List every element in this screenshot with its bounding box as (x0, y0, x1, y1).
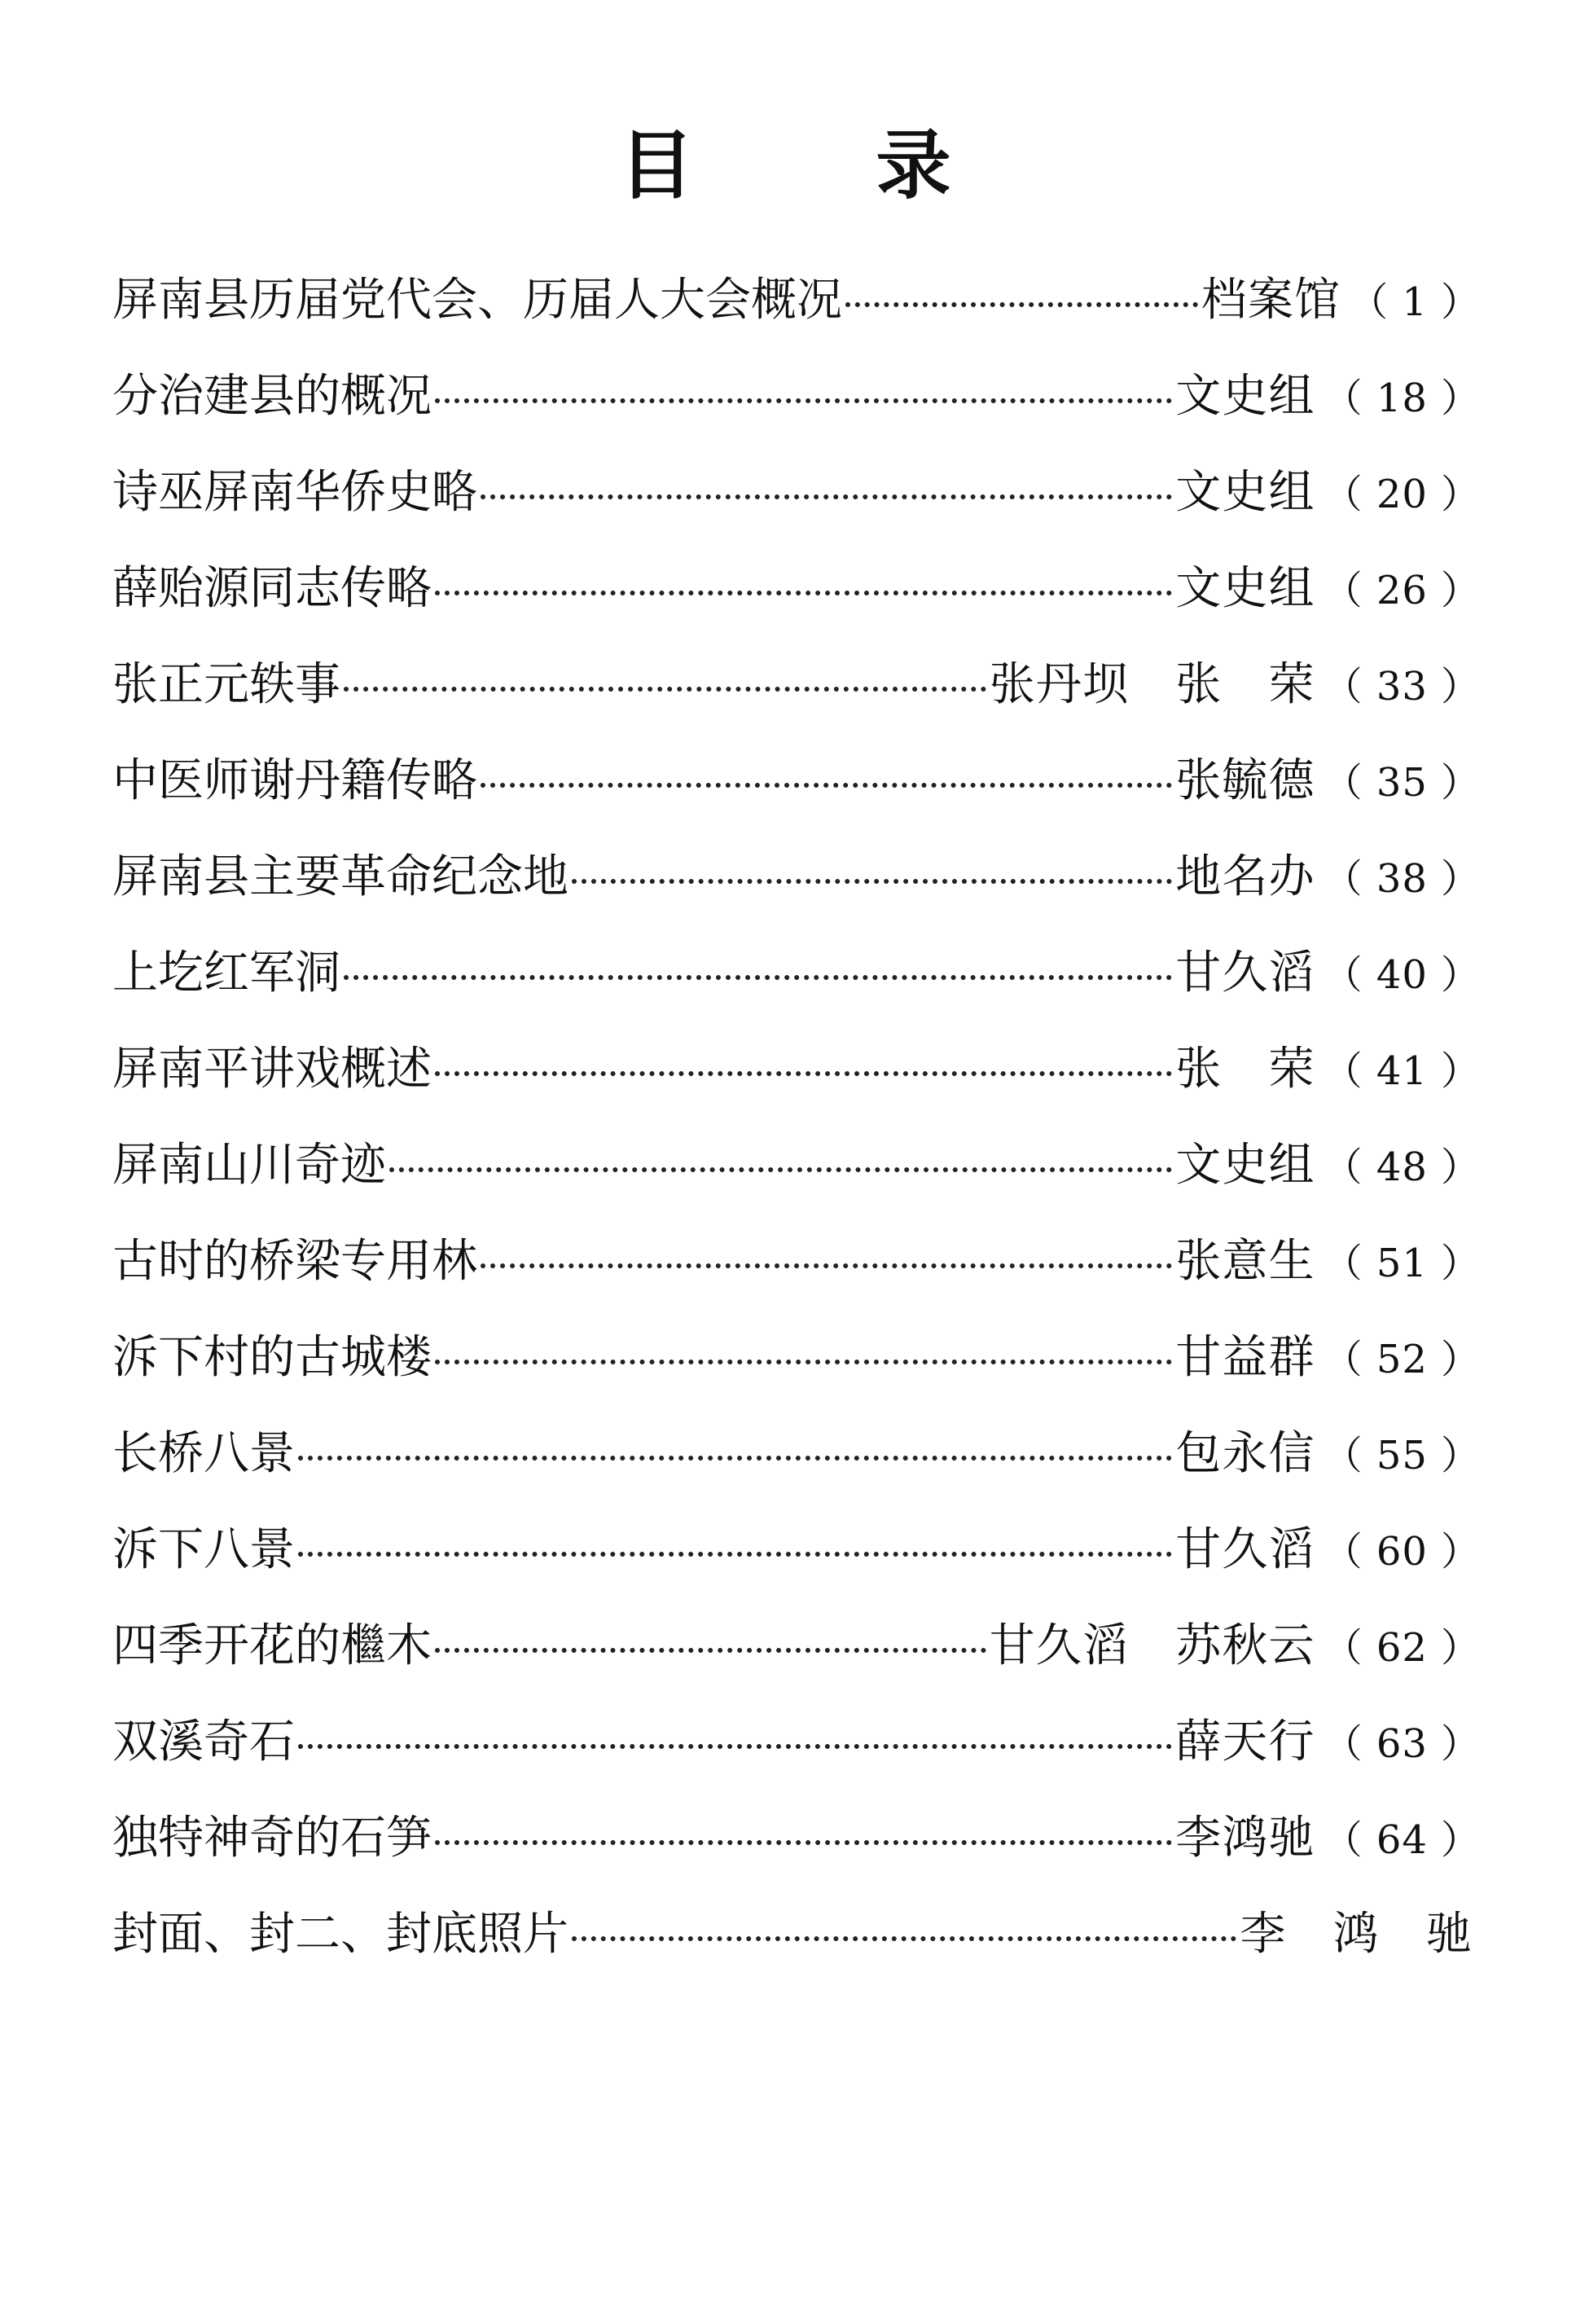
dot-leader (435, 591, 1172, 595)
toc-entry-author: 张毓德 (1175, 754, 1315, 807)
dot-leader (389, 1167, 1172, 1172)
toc-entry (112, 1502, 1481, 1598)
toc-entry-title: 薛贻源同志传略 (112, 562, 432, 615)
toc-entry-page: （ 48 ） (1323, 1144, 1481, 1190)
toc-entry-author: 张意生 (1175, 1235, 1315, 1288)
toc-entry-title: 屏南平讲戏概述 (112, 1043, 432, 1096)
page-title-char-1: 目 (619, 121, 700, 209)
toc-entry-author: 包永信 (1175, 1427, 1315, 1480)
toc-entry (112, 1118, 1481, 1214)
dot-leader (435, 1071, 1172, 1076)
toc-entry-title: 屏南县主要革命纪念地 (112, 850, 569, 903)
toc-entry-page: （ 35 ） (1323, 760, 1481, 806)
toc-entry-title: 四季开花的檵木 (112, 1619, 432, 1672)
dot-leader (435, 1360, 1172, 1364)
toc-entry (112, 1887, 1481, 1983)
toc-entry-title: 独特神奇的石笋 (112, 1812, 432, 1865)
toc-entry-page: （ 41 ） (1323, 1048, 1481, 1094)
toc-entry-title: 张正元轶事 (112, 658, 340, 711)
toc-entry-page: （ 33 ） (1323, 664, 1481, 710)
toc-entry-page: （ 62 ） (1323, 1625, 1481, 1671)
toc-entry-title: 屏南山川奇迹 (112, 1139, 386, 1192)
toc-entry-author: 文史组 (1175, 370, 1315, 423)
toc-entry-page: （ 38 ） (1323, 856, 1481, 902)
dot-leader (572, 1936, 1236, 1941)
toc-entry-author: 甘久滔 (1175, 947, 1315, 999)
toc-entry-title: 长桥八景 (112, 1427, 295, 1480)
toc-entry-title: 分治建县的概况 (112, 370, 432, 423)
table-of-contents (112, 253, 1481, 1983)
page-title (0, 106, 1576, 213)
dot-leader (435, 1840, 1172, 1845)
toc-entry-page: （ 55 ） (1323, 1433, 1481, 1478)
toc-entry (112, 1406, 1481, 1502)
toc-entry-author: 李鸿驰 (1175, 1812, 1315, 1865)
toc-entry-title: 上圪红军洞 (112, 947, 340, 999)
toc-entry (112, 1021, 1481, 1118)
toc-entry (112, 1790, 1481, 1887)
toc-entry-title: 泝下村的古城楼 (112, 1331, 432, 1384)
dot-leader (572, 879, 1172, 884)
toc-entry-page: （ 18 ） (1323, 376, 1481, 421)
toc-entry-author: 张 荣 (1175, 1043, 1315, 1096)
toc-entry-author: 薛天行 (1175, 1716, 1315, 1768)
toc-entry (112, 1598, 1481, 1694)
toc-entry-author: 甘久滔 苏秋云 (989, 1619, 1315, 1672)
toc-entry-page: （ 63 ） (1323, 1721, 1481, 1767)
toc-entry-author: 档案馆 (1201, 274, 1341, 327)
dot-leader (344, 975, 1172, 980)
toc-entry-title: 双溪奇石 (112, 1716, 295, 1768)
toc-entry-page: （ 26 ） (1323, 568, 1481, 613)
toc-entry-title: 屏南县历届党代会、历届人大会概况 (112, 274, 842, 327)
toc-entry-page: （ 1 ） (1349, 279, 1481, 325)
toc-entry (112, 925, 1481, 1021)
dot-leader (298, 1552, 1172, 1557)
dot-leader (481, 783, 1172, 788)
page-title-char-2: 录 (876, 121, 957, 209)
toc-entry (112, 637, 1481, 733)
toc-entry-author: 文史组 (1175, 562, 1315, 615)
toc-entry-page: （ 52 ） (1323, 1337, 1481, 1382)
toc-entry-title: 中医师谢丹籍传略 (112, 754, 477, 807)
toc-entry-author: 文史组 (1175, 1139, 1315, 1192)
toc-entry-author: 张丹坝 张 荣 (989, 658, 1315, 711)
toc-entry-author: 文史组 (1175, 466, 1315, 519)
toc-entry-title: 古时的桥梁专用林 (112, 1235, 477, 1288)
toc-entry-author: 地名办 (1175, 850, 1315, 903)
dot-leader (435, 398, 1172, 403)
toc-entry-page: （ 20 ） (1323, 472, 1481, 517)
toc-entry (112, 1310, 1481, 1406)
toc-entry-page: （ 40 ） (1323, 952, 1481, 998)
toc-entry-author: 甘益群 (1175, 1331, 1315, 1384)
toc-entry-title: 泝下八景 (112, 1523, 295, 1576)
toc-entry-title: 封面、封二、封底照片 (112, 1908, 569, 1961)
toc-entry (112, 253, 1481, 349)
dot-leader (845, 302, 1198, 307)
toc-entry (112, 733, 1481, 829)
toc-entry-author: 李 鸿 驰 (1240, 1908, 1473, 1961)
dot-leader (481, 494, 1172, 499)
toc-entry (112, 1694, 1481, 1790)
dot-leader (298, 1456, 1172, 1461)
toc-entry (112, 349, 1481, 445)
toc-entry (112, 1214, 1481, 1310)
toc-entry-author: 甘久滔 (1175, 1523, 1315, 1576)
toc-entry-page: （ 64 ） (1323, 1817, 1481, 1863)
toc-entry-page: （ 60 ） (1323, 1529, 1481, 1575)
toc-entry-title: 诗巫屏南华侨史略 (112, 466, 477, 519)
dot-leader (435, 1648, 986, 1653)
toc-entry (112, 541, 1481, 637)
toc-entry (112, 445, 1481, 541)
dot-leader (298, 1744, 1172, 1749)
toc-entry-page: （ 51 ） (1323, 1241, 1481, 1286)
dot-leader (344, 687, 986, 692)
dot-leader (481, 1263, 1172, 1268)
toc-entry (112, 829, 1481, 925)
